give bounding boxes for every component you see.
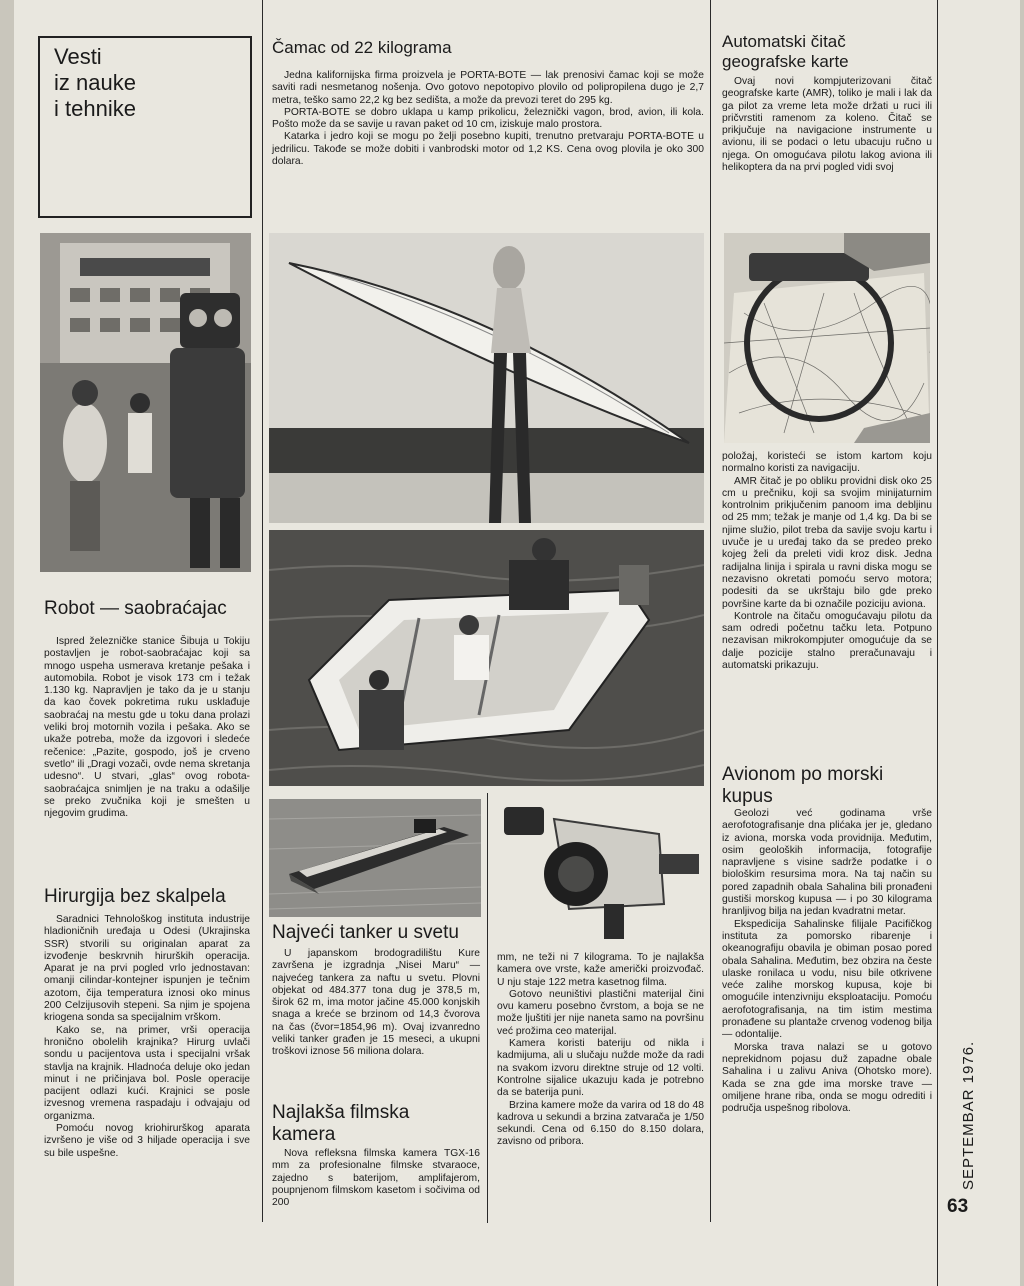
paragraph: Brzina kamere može da varira od 18 do 48 kadrova u sekundi a brzina zatvarača je 1/50 sekundi. Cena od 6.150 do 8.150 dolara, zavisno od pribora.: [497, 1099, 704, 1148]
robot-photo: [40, 233, 251, 572]
paragraph: Morska trava nalazi se u gotovo neprekidnom pojasu duž zapadne obale Sahalina i u zalivu Aniva (Ohotsko more). Kada se zna gde ima morske trave — omiljene hrane riba, onda se mogu odrediti i područja uspešnog ribolova.: [722, 1041, 932, 1115]
article-title-kamera: Najlakša filmska kamera: [272, 1102, 410, 1145]
article-body-tanker: [272, 948, 480, 1059]
paragraph: Jedna kalifornijska firma proizvela je PORTA-BOTE — lak prenosivi čamac koji se može saviti radi nesmetanog nošenja. Ovo gotovo nepotopivo plovilo od polipropilena dugo je 2,7 metra, teško samo 22,2 kg bez sedišta, a može da prevozi teret do 295 kg.: [272, 70, 704, 106]
issue-date-label: SEPTEMBAR 1976.: [960, 1040, 977, 1190]
map-reader-photo: [724, 233, 930, 443]
paragraph: Geolozi već godinama vrše aerofotografisanje dna plićaka jer je, gledano iz aviona, morska voda providnija. Međutim, osim geoloških informacija, fotografije napravljene s visine sadrže podatke i o biološkim resursima mora. Na taj način su pored zapadnih obala Sahalina bili pronađeni gustiši morskog kupusa — i po 30 kilograma hranljivog bilja na jedan kvadratni metar.: [722, 808, 932, 918]
section-title-line: i tehnike: [54, 96, 136, 121]
issue-date: [940, 1040, 977, 1190]
paragraph: položaj, koristeći se istom kartom koju normalno koristi za navigaciju.: [722, 451, 932, 475]
paragraph: Gotovo neuništivi plastični materijal čini ovu kameru posebno čvrstom, a boja se ne može ljuštiti jer nije naneta samo na površinu već prožima ceo materijal.: [497, 988, 704, 1037]
section-title-line: iz nauke: [54, 70, 136, 95]
paragraph: Katarka i jedro koji se mogu po želji posebno kupiti, trenutno pretvaraju PORTA-BOTE u jedrilicu. Takođe se može dobiti i vanbrodski motor od 1,2 KS. Cena ovog plovila je oko 300 dolara.: [272, 131, 704, 168]
margin-rule: [937, 0, 938, 1286]
paragraph: Ekspedicija Sahalinske filijale Pacifičkog instituta za pomorsko ribarenje i okeanografiju obavila je obiman posao pored obala Sahalina. Međutim, bez obzira na česte ulaske ronilaca u vodu, nisu bile otkrivene veće zalihe morskog kupusa, koje bi omogućile intenzivniju eksploataciju. Pomoću aerofotografisanja, na tim istim mestima pronađene su plantaže crvenog vodenog bilja — odontalije.: [722, 918, 932, 1041]
article-title-hirurgija: Hirurgija bez skalpela: [44, 886, 226, 907]
article-title-citac: Automatski čitač geografske karte: [722, 32, 849, 71]
paragraph: Kamera koristi bateriju od nikla i kadmijuma, ali u slučaju nužde može da radi na svakom izvoru direktne struje od 12 volti. Kontrolne sijalice ukazuju kada je potrebno da se baterija puni.: [497, 1038, 704, 1099]
section-title-line: Vesti: [54, 44, 102, 69]
paragraph: Ovaj novi kompjuterizovani čitač geografske karte (AMR), toliko je mali i lak da ga pilot za vreme leta može držati u ruci ili pričvrstiti ramenom za koleno. Čitač se prikjučuje na navigacione instrumente u avionu, ili se podaci o letu ubacuju ručno u njega. On omogućava pilotu lakog aviona ili helikoptera da na prvi pogled vidi svoj: [722, 76, 932, 174]
column-divider: [487, 793, 488, 1223]
paragraph: U japanskom brodogradilištu Kure završena je izgradnja „Nisei Maru“ — najvećeg tankera za naftu u svetu. Plovni objekat od 484.377 tona dug je 378,5 m, širok 62 m, ima motor jačine 45.000 konjskih snaga a kreće se brzinom od 14,3 čvorova na čas (čvor=1854,96 m). Ovaj izvanredno veliki tanker građen je 15 meseci, a ukupni troškovi iznose 56 miliona dolara.: [272, 948, 480, 1058]
page-number: 63: [947, 1196, 969, 1217]
paragraph: Nova refleksna filmska kamera TGX-16 mm za profesionalne filmske stvaraoce, zajedno s baterijom, amplifajerom, poupnjenom filmskom kasetom i sočivima od 200: [272, 1148, 480, 1209]
article-body-hirurgija: [44, 914, 250, 1160]
article-title-robot: Robot — saobraćajac: [44, 598, 227, 619]
paragraph: Saradnici Tehnološkog instituta industrije hladioničnih uređaja u Odesi (Ukrajinska SSR) stvorili su originalan aparat za izvođenje beskrvnih hirurških operacija. Aparat je na prvi pogled vrlo jednostavan: omanji cilindar-kontejner ispunjen je tečnim azotom, čija temperatura iznosi oko minus 200 Celzijusovih stepeni. Sa njim je spojena kriogena sonda sa specijalnim vrškom.: [44, 914, 250, 1024]
article-body-citac-bottom: [722, 451, 932, 672]
article-body-kamera-right: [497, 952, 704, 1149]
article-body-citac-top: [722, 76, 932, 174]
article-body-robot: [44, 636, 250, 820]
paragraph: mm, ne teži ni 7 kilograma. To je najlakša kamera ove vrste, kaže američki proizvođač. U nju staje 122 metra kasetnog filma.: [497, 952, 704, 988]
paragraph: AMR čitač je po obliku providni disk oko 25 cm u prečniku, koji sa svojim minijaturnim kontrolnim prikjučenim panoom ima debljinu od 25 mm; težak je manje od 1,4 kg. Da bi se njime služio, pilot treba da savije svoju kartu i uvuče je u uređaj tako da se predeo preko kojeg želi da preleti vidi kroz disk. Jedna radijalna linija i spirala u ravni diska mogu se nezavisno okretati pomoću servo motora; podesiti da se ukrštaju bilo gde preko površine karte da bi označile poziciju aviona.: [722, 475, 932, 610]
paragraph: PORTA-BOTE se dobro uklapa u kamp prikolicu, železnički vagon, brod, avion, ili kola. Pošto može da se savije u ravan paket od 10 cm, iziskuje malo prostora.: [272, 106, 704, 131]
article-body-camac: [272, 70, 704, 168]
column-divider: [710, 0, 711, 1222]
article-title-camac: Čamac od 22 kilograma: [272, 38, 452, 57]
section-title-box: [38, 36, 252, 218]
paragraph: Kontrole na čitaču omogućavaju pilotu da sam odredi početnu tačku leta. Potpuno nezavisan mikrokompjuter omogućuje da se dalje pozicije stalno preračunavaju i automatski prikazuju.: [722, 610, 932, 672]
article-title-avionom: Avionom po morski kupus: [722, 764, 884, 807]
paragraph: Kako se, na primer, vrši operacija hronično obolelih krajnika? Hirurg uvlači sondu u pacijentova usta i specijalni vršak stavlja na krajnik. Hladnoća deluje oko jedan minut i ne pričinjava bol. Posle operacije pacijent odlazi kući. Krajnici se posle izvesnog vremena raspadaju i odvajaju od organizma.: [44, 1024, 250, 1122]
boat-photo: [269, 530, 704, 786]
article-body-kamera-left: [272, 1148, 480, 1209]
paragraph: Pomoću novog kriohirurškog aparata izvršeno je više od 3 hiljade operacija i sve su bile uspešne.: [44, 1123, 250, 1159]
boat-carry-photo: [269, 233, 704, 523]
column-divider: [262, 0, 263, 1222]
article-body-avionom: [722, 808, 932, 1115]
paragraph: Ispred železničke stanice Šibuja u Tokiju postavljen je robot-saobraćajac koji sa mnogo uspeha usmerava kretanje pešaka i automobila. Robot je visok 173 cm i težak 1.130 kg. Napravljen je tako da je u stanju da kao čovek pokretima ruku usklađuje saobraćaj na mestu gde u toku dana prolazi veliki broj motornih vozila i pešaka. Ako se ukaže potreba, može da izgovori i sledeće rečenice: „Pazite, gospodo, još je crveno svetlo“ ili „Dragi vozači, ovde nema skretanja udesno“. U stvari, „glas“ ovog robota-saobraćajca snimljen je na traku a odašilje se preko zvučnika koji je smešten u njegovim grudima.: [44, 636, 250, 820]
tanker-photo: [269, 799, 481, 917]
article-title-tanker: Najveći tanker u svetu: [272, 922, 459, 943]
camera-photo: [494, 799, 704, 949]
